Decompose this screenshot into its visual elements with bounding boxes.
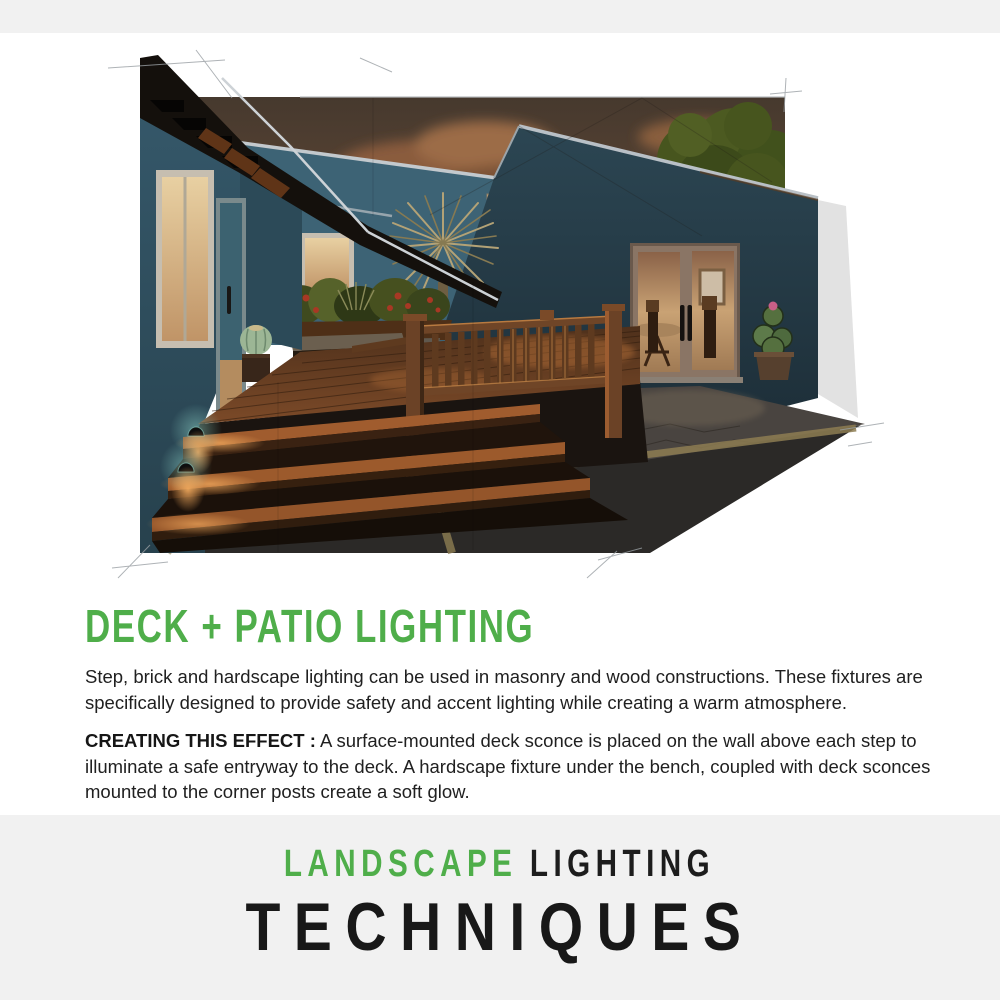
tall-lit-window (156, 170, 214, 348)
series-word-lighting: LIGHTING (530, 843, 716, 885)
description-paragraph: Step, brick and hardscape lighting can be used in masonry and wood constructions. These fixtures are specifically designed to provide safety and accent lighting while creating a warm atmosphere. (85, 666, 923, 713)
series-name (284, 845, 715, 883)
series-word-landscape: LANDSCAPE (284, 843, 518, 885)
mid-post-cap (540, 310, 554, 320)
effect-paragraph (85, 728, 945, 805)
door-sill (627, 377, 743, 383)
series-title: TECHNIQUES (245, 889, 755, 965)
door-handle (227, 286, 231, 314)
footer-band (0, 815, 1000, 1000)
section-heading: DECK + PATIO LIGHTING (85, 600, 535, 652)
door-handle (680, 305, 685, 341)
effect-lead-in: CREATING THIS EFFECT : (85, 730, 316, 752)
page-shadow (818, 200, 858, 418)
french-doors (627, 243, 743, 383)
glass-door (216, 198, 246, 420)
end-post (602, 304, 625, 438)
text-section (85, 600, 945, 805)
door-handle (688, 305, 693, 341)
effect-body: A surface-mounted deck sconce is placed on the wall above each step to illuminate a safe entryway to the deck. A hardscape fixture under the bench, coupled with deck sconces mounted to the corner posts create a soft glow. (85, 730, 931, 803)
